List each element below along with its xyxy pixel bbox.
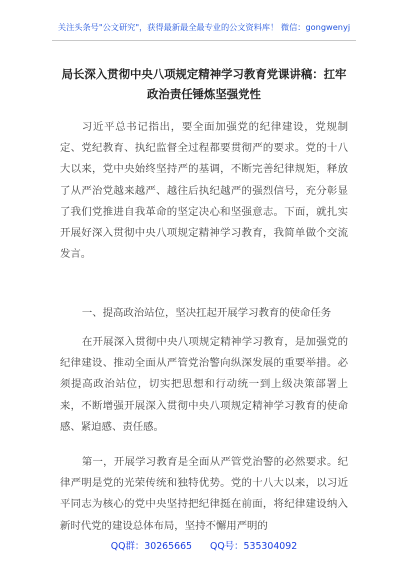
paragraph-point-1: 第一，开展学习教育是全面从严管党治警的必然要求。纪律严明是党的光荣传统和独特优势。党的十八大以来，以习近平同志为核心的党中央坚持把纪律挺在前面，将纪律建设纳入新时代党的建设总体布局，坚持不懈用严明的 (60, 456, 348, 532)
document-title: 局长深入贯彻中央八项规定精神学习教育党课讲稿：扛牢政治责任锤炼坚强党性 (61, 67, 347, 101)
section-heading-1: 一、提高政治站位，坚决扛起开展学习教育的使命任务 (81, 307, 332, 319)
paragraph-intro: 习近平总书记指出，要全面加强党的纪律建设，党规制定、党纪教育、执纪监督全过程都要贯彻严的要求。党的十八大以来，党中央始终坚持严的基调，不断完善纪律规矩，释放了从严治党越来越严、越往后执纪越严的强烈信号，充分彰显了我们党推进自我革命的坚定决心和坚强意志。下面，就扎实开展好深入贯彻中央八项规定精神学习教育，我简单做个交流发言。 (60, 121, 348, 261)
header-promo-note: 关注头条号"公文研究"，获得最新最全最专业的公文资料库！ 微信：gongwenyj (57, 22, 351, 32)
footer-contact (0, 538, 408, 552)
header-divider (52, 40, 356, 41)
footer-qq-group: QQ群：30265665 (110, 541, 193, 552)
paragraph-section-1: 在开展深入贯彻中央八项规定精神学习教育，是加强党的纪律建设、推动全面从严管党治警向纵深发展的重要举措。必须提高政治站位，切实把思想和行动统一到上级决策部署上来，不断增强开展深入贯彻中央八项规定精神学习教育的使命感、紧迫感、责任感。 (60, 336, 348, 433)
footer-qq-number: QQ号：535304092 (210, 541, 298, 552)
